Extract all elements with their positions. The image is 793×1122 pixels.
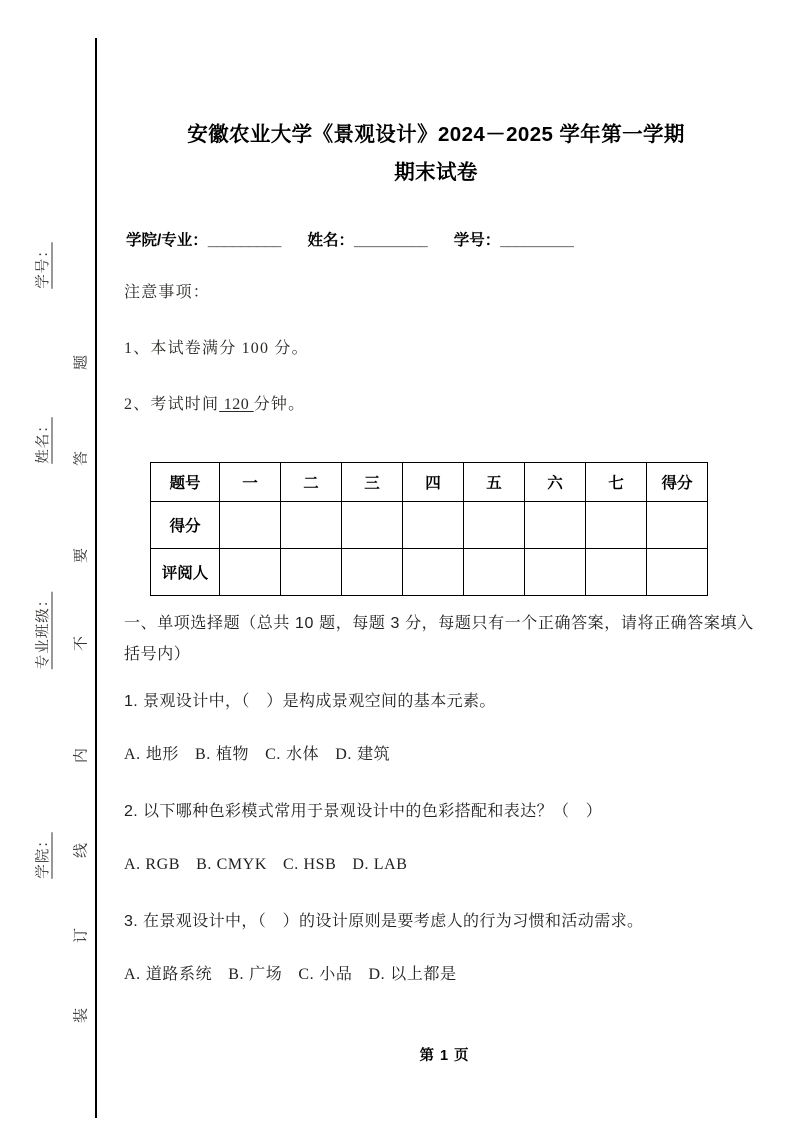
option-text: 广场 [249,966,283,983]
binding-field-labels [22,0,62,1122]
option-text: 植物 [215,746,250,763]
option-1-A[interactable] [124,742,179,768]
duration-suffix: 分钟。 [253,396,306,413]
score-table-cell-r1-c5[interactable] [525,549,586,596]
notice-section [124,280,764,448]
score-table-cell-r0-c3[interactable] [403,502,464,549]
college-major-label: 学院/专业： [126,232,208,249]
question-stem-2: 2. 以下哪种色彩模式常用于景观设计中的色彩搭配和表达？（ ） [124,803,603,820]
option-3-A[interactable] [124,962,212,988]
score-table-cell-r1-c7[interactable] [647,549,708,596]
score-table-cell-r1-c1[interactable] [281,549,342,596]
page-footer [96,1044,793,1065]
option-tag: A. [124,966,141,983]
option-1-B[interactable] [195,742,249,768]
page-number-label: 第 1 页 [419,1048,470,1064]
section-heading: 一、单项选择题（总共 10 题，每题 3 分，每题只有一个正确答案，请将正确答案填入括号内） [124,615,754,663]
seal-character-5: 线 [73,842,90,859]
seal-character-4: 内 [73,747,90,764]
seal-character-0: 题 [73,354,90,371]
score-table-header-cell-8: 得分 [647,463,708,502]
option-tag: C. [298,966,315,983]
exam-title-line-1: 安徽农业大学《景观设计》2024－2025 学年第一学期 [187,123,685,146]
option-tag: D. [368,966,386,983]
option-text: CMYK [216,856,267,873]
option-tag: A. [124,856,141,873]
score-table-cell-r1-c6[interactable] [586,549,647,596]
option-text: 以上都是 [390,966,457,983]
option-text: RGB [145,856,181,873]
option-tag: B. [195,746,211,763]
score-table-cell-r0-c7[interactable] [647,502,708,549]
option-3-D[interactable] [368,962,456,988]
option-tag: B. [196,856,212,873]
option-text: 地形 [145,746,180,763]
score-table-row-label-1: 评阅人 [151,549,220,596]
student-name-label: 姓名： [307,232,355,249]
score-table-cell-r0-c1[interactable] [281,502,342,549]
option-2-C[interactable] [283,852,336,878]
duration-value: 120 [219,396,254,413]
option-text: 水体 [286,746,320,763]
score-table-header-cell-2: 二 [281,463,342,502]
score-table-header-row [151,463,708,502]
seal-character-1: 答 [73,450,90,467]
option-tag: D. [352,856,370,873]
score-table-body [151,463,708,596]
exam-title-line-2: 期末试卷 [394,161,478,184]
score-table-cell-r1-c2[interactable] [342,549,403,596]
option-1-D[interactable] [335,742,390,768]
score-table-header-cell-7: 七 [586,463,647,502]
notice-heading: 注意事项： [124,284,211,301]
page-body [96,0,793,1122]
option-tag: B. [228,966,245,983]
question-list [124,688,769,988]
notice-item-total-score: 1、本试卷满分 100 分。 [124,340,309,357]
option-text: HSB [303,856,337,873]
questions-section [124,608,769,1018]
question-options-2 [124,852,769,878]
seal-character-3: 不 [73,635,90,652]
student-id-blank[interactable]: _________ [500,232,574,249]
option-2-A[interactable] [124,852,180,878]
score-table-cell-r0-c4[interactable] [464,502,525,549]
option-tag: A. [124,746,141,763]
option-tag: D. [335,746,353,763]
option-2-D[interactable] [352,852,407,878]
question-stem-1: 1. 景观设计中，（ ）是构成景观空间的基本元素。 [124,693,496,710]
student-name-blank[interactable]: _________ [354,232,428,249]
duration-prefix: 2、考试时间 [124,396,220,413]
student-info-line [126,228,766,250]
question-options-3 [124,962,769,988]
score-table-header-cell-0: 题号 [151,463,220,502]
binding-seal-characters [64,0,96,1122]
question-stem-3: 3. 在景观设计中，（ ）的设计原则是要考虑人的行为习惯和活动需求。 [124,913,644,930]
college-major-blank[interactable]: _________ [207,232,281,249]
binding-field-label-2: 专业班级： [35,591,52,670]
binding-margin [0,0,96,1122]
score-table-header-cell-5: 五 [464,463,525,502]
option-tag: C. [265,746,282,763]
score-table-cell-r0-c6[interactable] [586,502,647,549]
option-text: LAB [373,856,408,873]
seal-character-2: 要 [73,547,90,564]
score-table-cell-r1-c3[interactable] [403,549,464,596]
score-table-cell-r1-c0[interactable] [220,549,281,596]
option-tag: C. [282,856,299,873]
score-table-row-label-0: 得分 [151,502,220,549]
score-table-header-cell-6: 六 [525,463,586,502]
option-3-B[interactable] [228,962,282,988]
table-row [151,549,708,596]
option-2-B[interactable] [196,852,267,878]
option-text: 小品 [319,966,353,983]
notice-item-duration [124,392,764,418]
score-table-header-cell-4: 四 [403,463,464,502]
score-table-cell-r0-c2[interactable] [342,502,403,549]
question-options-1 [124,742,769,768]
option-text: 建筑 [357,746,391,763]
student-id-label: 学号： [453,232,501,249]
option-text: 道路系统 [145,966,213,983]
seal-character-6: 订 [73,927,90,944]
option-3-C[interactable] [298,962,352,988]
page-title [126,116,746,192]
seal-character-7: 装 [73,1007,90,1024]
option-1-C[interactable] [265,742,319,768]
score-table-cell-r0-c5[interactable] [525,502,586,549]
score-table-header-cell-3: 三 [342,463,403,502]
binding-field-label-3: 学院： [35,832,52,879]
score-table-cell-r1-c4[interactable] [464,549,525,596]
score-table [150,462,708,596]
table-row [151,502,708,549]
binding-field-label-0: 学号： [35,242,52,289]
score-table-cell-r0-c0[interactable] [220,502,281,549]
binding-field-label-1: 姓名： [35,417,52,464]
score-table-header-cell-1: 一 [220,463,281,502]
